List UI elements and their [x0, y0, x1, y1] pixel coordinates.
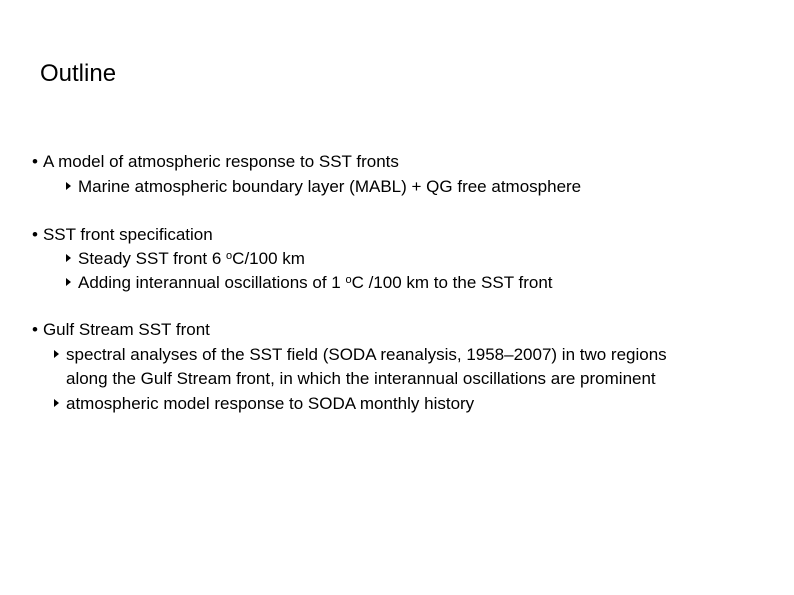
section-1-bullet	[32, 151, 399, 173]
section-1-item-1	[66, 176, 581, 198]
triangle-bullet-icon	[54, 350, 59, 358]
section-1-heading: A model of atmospheric response to SST fronts	[42, 152, 399, 171]
section-3-item-1	[54, 344, 667, 366]
bullet-dot-icon: •	[32, 320, 38, 339]
section-2-item-2	[66, 272, 553, 294]
item-text-pre: Steady SST front 6	[78, 249, 227, 268]
item-text: spectral analyses of the SST field (SODA reanalysis, 1958–2007) in two regions	[66, 345, 667, 364]
section-3-heading: Gulf Stream SST front	[42, 320, 210, 339]
section-3-bullet	[32, 319, 210, 341]
degree-superscript: o	[345, 274, 352, 286]
item-text: Marine atmospheric boundary layer (MABL) + QG free atmosphere	[78, 177, 582, 196]
item-text-post: C/100 km	[232, 249, 305, 268]
item-text-post: C /100 km to the SST front	[351, 273, 553, 292]
section-2-heading: SST front specification	[42, 225, 213, 244]
section-2-item-1	[66, 248, 305, 270]
section-2-bullet	[32, 224, 213, 246]
bullet-dot-icon: •	[32, 152, 38, 171]
section-3-item-1-continuation: along the Gulf Stream front, in which the interannual oscillations are prominent	[66, 369, 656, 388]
bullet-dot-icon: •	[32, 225, 38, 244]
slide-title: Outline	[40, 60, 117, 87]
degree-superscript: o	[226, 250, 233, 262]
item-text: atmospheric model response to SODA monthly history	[66, 394, 475, 413]
triangle-bullet-icon	[54, 399, 59, 407]
section-3-item-2	[54, 393, 474, 415]
triangle-bullet-icon	[66, 278, 71, 286]
triangle-bullet-icon	[66, 182, 71, 190]
triangle-bullet-icon	[66, 254, 71, 262]
item-text-pre: Adding interannual oscillations of 1	[78, 273, 346, 292]
